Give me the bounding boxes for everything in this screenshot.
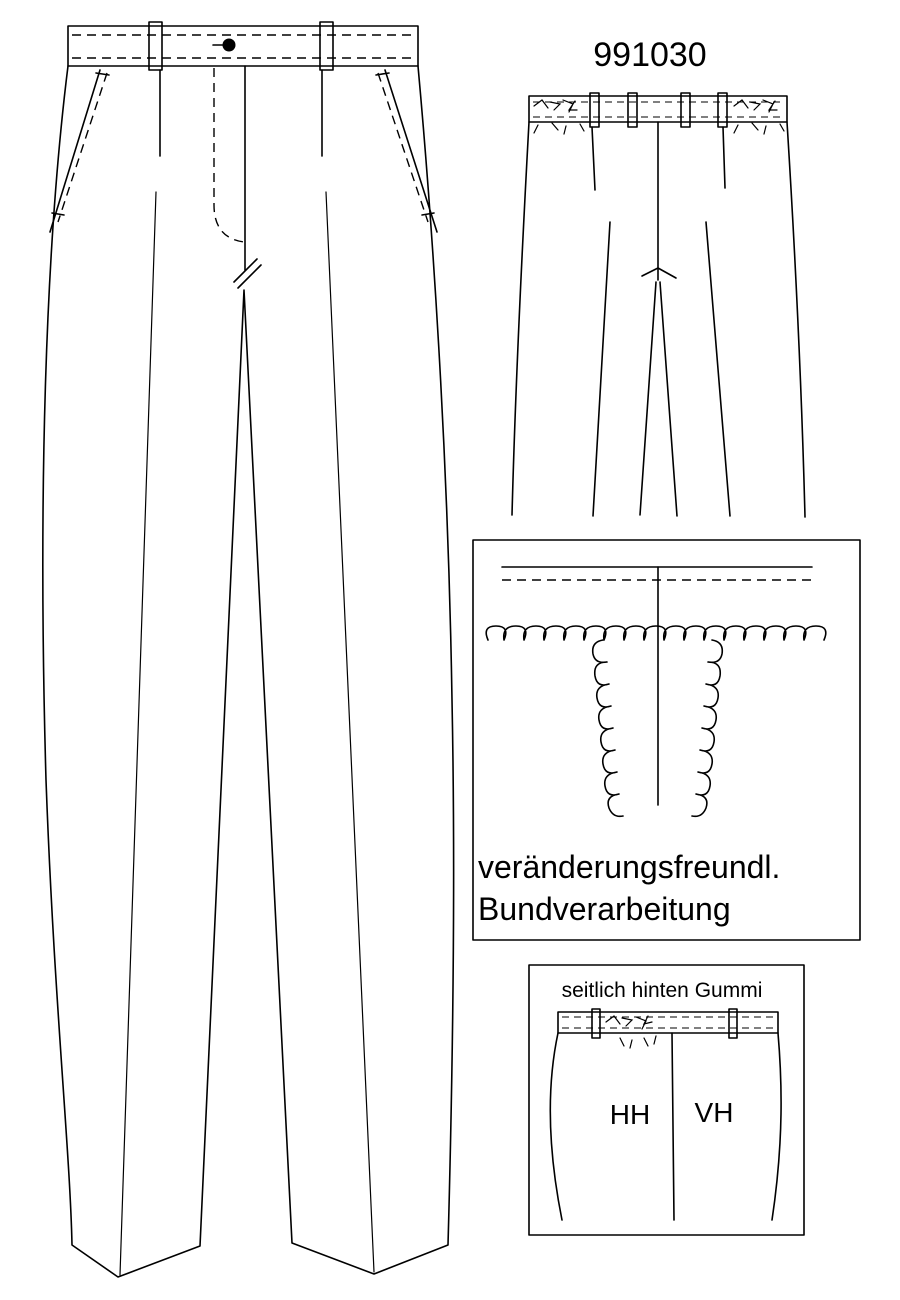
detail-caption-line1: veränderungsfreundl. [478, 849, 781, 885]
side-label-front: VH [694, 1097, 734, 1128]
front-pocket-left-stitch [58, 73, 107, 222]
front-crotch-mark-2 [238, 265, 261, 288]
front-crease-left [120, 192, 156, 1275]
detail-overlock-vertical-right [692, 640, 722, 816]
front-button [223, 39, 236, 52]
side-seam [672, 1033, 674, 1220]
front-fly-stitch [214, 68, 244, 242]
back-crease-right [706, 222, 730, 516]
back-crotch [642, 268, 676, 278]
back-crease-left [593, 222, 610, 516]
front-crease-right [326, 192, 374, 1272]
side-elastic-box [529, 965, 804, 1235]
detail-caption-line2: Bundverarbeitung [478, 891, 731, 927]
back-inseam-right [660, 282, 677, 516]
back-inseam-left [640, 282, 656, 515]
back-view-trousers [512, 93, 805, 517]
front-outer-silhouette [43, 66, 454, 1277]
front-belt-loop-right [320, 22, 333, 70]
front-waistband [68, 26, 418, 66]
detail-overlock-vertical-left [593, 640, 623, 816]
back-dart-left [592, 127, 595, 190]
side-elastic-gathers [606, 1016, 656, 1048]
waistband-detail-box [473, 540, 860, 940]
model-number: 991030 [593, 36, 707, 74]
side-front-edge [772, 1033, 781, 1220]
front-pocket-right [385, 70, 437, 232]
back-waistband [529, 96, 787, 122]
back-dart-right [723, 127, 725, 188]
side-back-edge [550, 1033, 562, 1220]
front-belt-loop-left [149, 22, 162, 70]
side-box-title: seitlich hinten Gummi [561, 979, 763, 1002]
back-outer-silhouette [512, 122, 529, 515]
back-outer-silhouette-right [787, 122, 805, 517]
detail-overlock-horizontal [486, 626, 826, 640]
front-pocket-left [50, 70, 100, 232]
side-label-back: HH [609, 1099, 651, 1130]
side-box-frame [529, 965, 804, 1235]
front-view-trousers [43, 22, 454, 1277]
side-waistband [558, 1012, 778, 1033]
